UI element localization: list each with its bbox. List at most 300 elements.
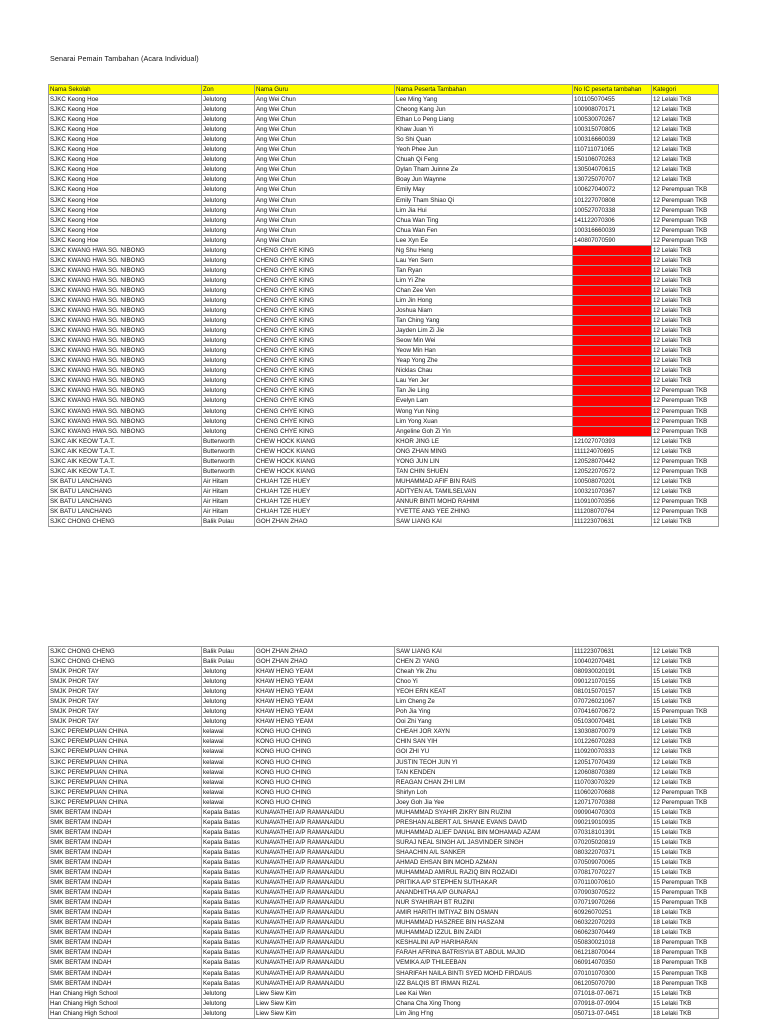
category-cell: 12 Perempuan TKB — [652, 797, 719, 807]
category-cell: 12 Lelaki TKB — [652, 155, 719, 165]
table-row — [49, 95, 719, 105]
teacher-cell: Ang Wei Chun — [255, 205, 395, 215]
school-cell: SJKC KWANG HWA SG. NIBONG — [49, 406, 202, 416]
zone-cell: Butterworth — [202, 436, 255, 446]
category-cell: 12 Lelaki TKB — [652, 125, 719, 135]
table-row — [49, 938, 719, 948]
teacher-cell: Ang Wei Chun — [255, 195, 395, 205]
zone-cell: Jelutong — [202, 376, 255, 386]
category-cell: 12 Lelaki TKB — [652, 135, 719, 145]
zone-cell: Jelutong — [202, 225, 255, 235]
category-cell: 12 Lelaki TKB — [652, 336, 719, 346]
table-row — [49, 827, 719, 837]
zone-cell: Jelutong — [202, 366, 255, 376]
teacher-cell: KONG HUO CHING — [255, 787, 395, 797]
table-row — [49, 145, 719, 155]
zone-cell: Jelutong — [202, 245, 255, 255]
table-row — [49, 747, 719, 757]
participant-cell: Ethan Lo Peng Liang — [395, 115, 573, 125]
ic-number-cell: 120522070572 — [573, 466, 652, 476]
teacher-cell: Ang Wei Chun — [255, 165, 395, 175]
table-row — [49, 366, 719, 376]
school-cell: SJKC KWANG HWA SG. NIBONG — [49, 265, 202, 275]
ic-number-cell: 111208070764 — [573, 506, 652, 516]
category-cell: 12 Perempuan TKB — [652, 426, 719, 436]
ic-number-cell: 071018-07-0671 — [573, 988, 652, 998]
teacher-cell: KUNAVATHEI A/P RAMANAIDU — [255, 958, 395, 968]
table-row — [49, 1008, 719, 1018]
participant-cell: CHEAH JOR XAYN — [395, 727, 573, 737]
ic-number-cell: 130725070707 — [573, 175, 652, 185]
teacher-cell: CHENG CHYE KING — [255, 426, 395, 436]
category-cell: 12 Perempuan TKB — [652, 396, 719, 406]
teacher-cell: KUNAVATHEI A/P RAMANAIDU — [255, 878, 395, 888]
zone-cell: Kepala Batas — [202, 918, 255, 928]
table-row — [49, 416, 719, 426]
category-cell: 12 Lelaki TKB — [652, 95, 719, 105]
school-cell: SJKC AIK KEOW T.A.T. — [49, 446, 202, 456]
ic-number-cell: 141122070306 — [573, 215, 652, 225]
participant-cell: Chua Wan Ting — [395, 215, 573, 225]
school-cell: SJKC CHONG CHENG — [49, 657, 202, 667]
zone-cell: kelawai — [202, 747, 255, 757]
participant-cell: REAGAN CHAN ZHI LIM — [395, 777, 573, 787]
teacher-cell: CHENG CHYE KING — [255, 265, 395, 275]
header-participant: Nama Peserta Tambahan — [395, 85, 573, 95]
teacher-cell: KUNAVATHEI A/P RAMANAIDU — [255, 857, 395, 867]
teacher-cell: GOH ZHAN ZHAO — [255, 647, 395, 657]
zone-cell: Jelutong — [202, 215, 255, 225]
ic-number-cell: 100402070481 — [573, 657, 652, 667]
ic-number-cell: 120528070442 — [573, 456, 652, 466]
category-cell: 12 Lelaki TKB — [652, 647, 719, 657]
category-cell: 15 Lelaki TKB — [652, 807, 719, 817]
participant-cell: Angeline Goh Zi Yin — [395, 426, 573, 436]
table-row — [49, 255, 719, 265]
teacher-cell: KUNAVATHEI A/P RAMANAIDU — [255, 847, 395, 857]
ic-number-cell: 100908070171 — [573, 105, 652, 115]
category-cell: 15 Perempuan TKB — [652, 707, 719, 717]
category-cell: 12 Lelaki TKB — [652, 165, 719, 175]
school-cell: Han Chiang High School — [49, 988, 202, 998]
zone-cell: Kepala Batas — [202, 807, 255, 817]
participant-cell: MUHAMMAD SYAHIR ZIKRY BIN RUZINI — [395, 807, 573, 817]
zone-cell: Jelutong — [202, 235, 255, 245]
teacher-cell: KHAW HENG YEAM — [255, 687, 395, 697]
teacher-cell: Ang Wei Chun — [255, 105, 395, 115]
table-row — [49, 406, 719, 416]
ic-number-cell: 111223070631 — [573, 517, 652, 527]
teacher-cell: KUNAVATHEI A/P RAMANAIDU — [255, 968, 395, 978]
category-cell: 15 Lelaki TKB — [652, 988, 719, 998]
teacher-cell: Ang Wei Chun — [255, 215, 395, 225]
teacher-cell: KUNAVATHEI A/P RAMANAIDU — [255, 978, 395, 988]
school-cell: SJKC PEREMPUAN CHINA — [49, 777, 202, 787]
table-row — [49, 456, 719, 466]
table-row — [49, 125, 719, 135]
zone-cell: Kepala Batas — [202, 888, 255, 898]
table-row — [49, 496, 719, 506]
participant-cell: Lee Kai Wen — [395, 988, 573, 998]
participant-cell: Lee Ming Yang — [395, 95, 573, 105]
school-cell: SMK BERTAM INDAH — [49, 847, 202, 857]
zone-cell: Jelutong — [202, 115, 255, 125]
school-cell: SMK BERTAM INDAH — [49, 817, 202, 827]
participant-cell: FARAH AFRINA BATRISYIA BT ABDUL MAJID — [395, 948, 573, 958]
table-row — [49, 657, 719, 667]
ic-number-cell — [573, 275, 652, 285]
table-row — [49, 737, 719, 747]
table-row — [49, 898, 719, 908]
ic-number-cell: 070101070300 — [573, 968, 652, 978]
participant-cell: SAW LIANG KAI — [395, 647, 573, 657]
participant-cell: MUHAMMAD ALIEF DANIAL BIN MOHAMAD AZAM — [395, 827, 573, 837]
participant-cell: Lim Yi Zhe — [395, 275, 573, 285]
teacher-cell: Ang Wei Chun — [255, 225, 395, 235]
ic-number-cell: 130504070615 — [573, 165, 652, 175]
participant-cell: JUSTIN TEOH JUN YI — [395, 757, 573, 767]
school-cell: SJKC Keong Hoe — [49, 115, 202, 125]
teacher-cell: CHENG CHYE KING — [255, 245, 395, 255]
participant-cell: Dylan Tham Juinne Ze — [395, 165, 573, 175]
zone-cell: Kepala Batas — [202, 928, 255, 938]
participant-cell: Lim Jin Hong — [395, 295, 573, 305]
table-row — [49, 115, 719, 125]
participant-cell: Poh Jia Ying — [395, 707, 573, 717]
table-row — [49, 336, 719, 346]
ic-number-cell: 60926070251 — [573, 908, 652, 918]
zone-cell: Kepala Batas — [202, 878, 255, 888]
ic-number-cell — [573, 255, 652, 265]
category-cell: 12 Perempuan TKB — [652, 506, 719, 516]
table-row — [49, 908, 719, 918]
category-cell: 12 Perempuan TKB — [652, 496, 719, 506]
table-row — [49, 687, 719, 697]
school-cell: SJKC KWANG HWA SG. NIBONG — [49, 245, 202, 255]
ic-number-cell — [573, 336, 652, 346]
category-cell: 12 Lelaki TKB — [652, 767, 719, 777]
document-title: Senarai Pemain Tambahan (Acara Individual) — [50, 54, 199, 63]
ic-number-cell — [573, 346, 652, 356]
table-row — [49, 285, 719, 295]
school-cell: SJKC PEREMPUAN CHINA — [49, 767, 202, 777]
table-row — [49, 506, 719, 516]
participant-cell: KHOR JING LE — [395, 436, 573, 446]
category-cell: 15 Lelaki TKB — [652, 868, 719, 878]
zone-cell: Jelutong — [202, 988, 255, 998]
teacher-cell: CHENG CHYE KING — [255, 356, 395, 366]
zone-cell: kelawai — [202, 757, 255, 767]
ic-number-cell: 070817070227 — [573, 868, 652, 878]
ic-number-cell — [573, 396, 652, 406]
school-cell: SMK BERTAM INDAH — [49, 958, 202, 968]
teacher-cell: KONG HUO CHING — [255, 727, 395, 737]
participant-cell: Tan Jie Ling — [395, 386, 573, 396]
ic-number-cell: 070719070266 — [573, 898, 652, 908]
teacher-cell: Liew Siew Kim — [255, 1008, 395, 1018]
school-cell: SMJK PHOR TAY — [49, 677, 202, 687]
zone-cell: Jelutong — [202, 205, 255, 215]
school-cell: SK BATU LANCHANG — [49, 506, 202, 516]
category-cell: 12 Perempuan TKB — [652, 456, 719, 466]
teacher-cell: CHEW HOCK KIANG — [255, 466, 395, 476]
participant-cell: ANNUR BINTI MOHD RAHIMI — [395, 496, 573, 506]
table-row — [49, 195, 719, 205]
zone-cell: Jelutong — [202, 175, 255, 185]
ic-number-cell: 060914070350 — [573, 958, 652, 968]
table-row — [49, 757, 719, 767]
category-cell: 12 Lelaki TKB — [652, 446, 719, 456]
school-cell: SJKC PEREMPUAN CHINA — [49, 757, 202, 767]
ic-number-cell: 130308070079 — [573, 727, 652, 737]
ic-number-cell: 080322070371 — [573, 847, 652, 857]
zone-cell: Balik Pulau — [202, 517, 255, 527]
participant-cell: Joshua Niam — [395, 306, 573, 316]
teacher-cell: CHENG CHYE KING — [255, 386, 395, 396]
ic-number-cell: 100508070201 — [573, 476, 652, 486]
participant-cell: AMIR HARITH IMTIYAZ BIN OSMAN — [395, 908, 573, 918]
teacher-cell: CHENG CHYE KING — [255, 336, 395, 346]
teacher-cell: Liew Siew Kim — [255, 998, 395, 1008]
zone-cell: Butterworth — [202, 446, 255, 456]
teacher-cell: KUNAVATHEI A/P RAMANAIDU — [255, 827, 395, 837]
participant-cell: ONG ZHAN MING — [395, 446, 573, 456]
ic-number-cell — [573, 356, 652, 366]
category-cell: 12 Perempuan TKB — [652, 185, 719, 195]
ic-number-cell: 110602070688 — [573, 787, 652, 797]
school-cell: SJKC KWANG HWA SG. NIBONG — [49, 306, 202, 316]
participant-cell: SAW LIANG KAI — [395, 517, 573, 527]
school-cell: Han Chiang High School — [49, 998, 202, 1008]
school-cell: SK BATU LANCHANG — [49, 476, 202, 486]
ic-number-cell: 070416070672 — [573, 707, 652, 717]
school-cell: SJKC PEREMPUAN CHINA — [49, 787, 202, 797]
category-cell: 12 Perempuan TKB — [652, 205, 719, 215]
teacher-cell: Ang Wei Chun — [255, 145, 395, 155]
zone-cell: Jelutong — [202, 195, 255, 205]
participant-cell: MUHAMMAD HASZREE BIN HASZANI — [395, 918, 573, 928]
ic-number-cell: 120517070439 — [573, 757, 652, 767]
teacher-cell: KONG HUO CHING — [255, 747, 395, 757]
school-cell: SJKC KWANG HWA SG. NIBONG — [49, 336, 202, 346]
table-row — [49, 787, 719, 797]
category-cell: 12 Lelaki TKB — [652, 105, 719, 115]
school-cell: SJKC Keong Hoe — [49, 215, 202, 225]
zone-cell: Jelutong — [202, 105, 255, 115]
school-cell: SMK BERTAM INDAH — [49, 888, 202, 898]
teacher-cell: CHENG CHYE KING — [255, 376, 395, 386]
table-row — [49, 175, 719, 185]
school-cell: SMK BERTAM INDAH — [49, 868, 202, 878]
ic-number-cell: 110910070356 — [573, 496, 652, 506]
participant-cell: Ooi Zhi Yang — [395, 717, 573, 727]
school-cell: SJKC AIK KEOW T.A.T. — [49, 456, 202, 466]
zone-cell: Air Hitam — [202, 506, 255, 516]
table-row — [49, 346, 719, 356]
category-cell: 12 Lelaki TKB — [652, 366, 719, 376]
teacher-cell: KUNAVATHEI A/P RAMANAIDU — [255, 948, 395, 958]
ic-number-cell: 100316660039 — [573, 225, 652, 235]
ic-number-cell: 101105070455 — [573, 95, 652, 105]
zone-cell: Jelutong — [202, 717, 255, 727]
table-row — [49, 697, 719, 707]
ic-number-cell: 100530070267 — [573, 115, 652, 125]
table-row — [49, 817, 719, 827]
table-row — [49, 356, 719, 366]
ic-number-cell — [573, 245, 652, 255]
teacher-cell: KUNAVATHEI A/P RAMANAIDU — [255, 868, 395, 878]
school-cell: SJKC CHONG CHENG — [49, 517, 202, 527]
school-cell: SMK BERTAM INDAH — [49, 878, 202, 888]
zone-cell: Kepala Batas — [202, 827, 255, 837]
table-row — [49, 868, 719, 878]
ic-number-cell: 060623070449 — [573, 928, 652, 938]
teacher-cell: KUNAVATHEI A/P RAMANAIDU — [255, 888, 395, 898]
school-cell: SK BATU LANCHANG — [49, 486, 202, 496]
category-cell: 18 Perempuan TKB — [652, 938, 719, 948]
ic-number-cell — [573, 376, 652, 386]
table-row — [49, 316, 719, 326]
participant-cell: Chua Wan Fen — [395, 225, 573, 235]
teacher-cell: CHENG CHYE KING — [255, 316, 395, 326]
teacher-cell: CHENG CHYE KING — [255, 275, 395, 285]
zone-cell: Air Hitam — [202, 486, 255, 496]
header-zone: Zon — [202, 85, 255, 95]
category-cell: 12 Lelaki TKB — [652, 265, 719, 275]
participant-cell: SURAJ NEAL SINGH A/L JASVINDER SINGH — [395, 837, 573, 847]
participant-table-block-1 — [48, 84, 719, 527]
teacher-cell: Ang Wei Chun — [255, 175, 395, 185]
category-cell: 12 Lelaki TKB — [652, 476, 719, 486]
teacher-cell: CHENG CHYE KING — [255, 285, 395, 295]
zone-cell: Kepala Batas — [202, 968, 255, 978]
table-row — [49, 918, 719, 928]
teacher-cell: KUNAVATHEI A/P RAMANAIDU — [255, 898, 395, 908]
zone-cell: Jelutong — [202, 697, 255, 707]
zone-cell: Jelutong — [202, 406, 255, 416]
table-row — [49, 245, 719, 255]
table-row — [49, 165, 719, 175]
zone-cell: Kepala Batas — [202, 938, 255, 948]
school-cell: SJKC KWANG HWA SG. NIBONG — [49, 295, 202, 305]
zone-cell: kelawai — [202, 767, 255, 777]
zone-cell: Jelutong — [202, 707, 255, 717]
ic-number-cell: 070903070522 — [573, 888, 652, 898]
teacher-cell: CHENG CHYE KING — [255, 326, 395, 336]
category-cell: 12 Perempuan TKB — [652, 225, 719, 235]
category-cell: 15 Lelaki TKB — [652, 687, 719, 697]
category-cell: 15 Lelaki TKB — [652, 837, 719, 847]
teacher-cell: Ang Wei Chun — [255, 125, 395, 135]
ic-number-cell: 120608070389 — [573, 767, 652, 777]
ic-number-cell: 080930020191 — [573, 667, 652, 677]
category-cell: 15 Perempuan TKB — [652, 898, 719, 908]
school-cell: SJKC KWANG HWA SG. NIBONG — [49, 275, 202, 285]
zone-cell: Jelutong — [202, 155, 255, 165]
school-cell: SMK BERTAM INDAH — [49, 807, 202, 817]
school-cell: SJKC Keong Hoe — [49, 145, 202, 155]
participant-cell: Chana Cha Xing Thong — [395, 998, 573, 1008]
header-school: Nama Sekolah — [49, 85, 202, 95]
teacher-cell: KUNAVATHEI A/P RAMANAIDU — [255, 918, 395, 928]
school-cell: SMK BERTAM INDAH — [49, 908, 202, 918]
table-row — [49, 486, 719, 496]
teacher-cell: KONG HUO CHING — [255, 767, 395, 777]
ic-number-cell: 090904070303 — [573, 807, 652, 817]
zone-cell: Jelutong — [202, 145, 255, 155]
category-cell: 15 Lelaki TKB — [652, 817, 719, 827]
table-row — [49, 225, 719, 235]
teacher-cell: KUNAVATHEI A/P RAMANAIDU — [255, 837, 395, 847]
zone-cell: Jelutong — [202, 667, 255, 677]
category-cell: 15 Lelaki TKB — [652, 847, 719, 857]
teacher-cell: CHENG CHYE KING — [255, 406, 395, 416]
ic-number-cell: 101227070808 — [573, 195, 652, 205]
ic-number-cell — [573, 316, 652, 326]
participant-cell: Wong Yun Ning — [395, 406, 573, 416]
participant-cell: IZZ BALQIS BT IRMAN RIZAL — [395, 978, 573, 988]
school-cell: SMK BERTAM INDAH — [49, 827, 202, 837]
participant-cell: Nicklas Chau — [395, 366, 573, 376]
school-cell: SJKC Keong Hoe — [49, 135, 202, 145]
school-cell: SMK BERTAM INDAH — [49, 918, 202, 928]
school-cell: SJKC PEREMPUAN CHINA — [49, 727, 202, 737]
ic-number-cell: 120717070388 — [573, 797, 652, 807]
zone-cell: Kepala Batas — [202, 908, 255, 918]
category-cell: 18 Lelaki TKB — [652, 918, 719, 928]
participant-cell: Lim Yong Xuan — [395, 416, 573, 426]
ic-number-cell — [573, 306, 652, 316]
zone-cell: Jelutong — [202, 306, 255, 316]
category-cell: 12 Lelaki TKB — [652, 275, 719, 285]
zone-cell: Kepala Batas — [202, 898, 255, 908]
table-row — [49, 948, 719, 958]
ic-number-cell: 110920070333 — [573, 747, 652, 757]
teacher-cell: CHUAH TZE HUEY — [255, 486, 395, 496]
table-row — [49, 105, 719, 115]
category-cell: 15 Lelaki TKB — [652, 827, 719, 837]
category-cell: 12 Perempuan TKB — [652, 406, 719, 416]
participant-cell: CHIN SAN YIH — [395, 737, 573, 747]
category-cell: 18 Lelaki TKB — [652, 928, 719, 938]
zone-cell: Butterworth — [202, 466, 255, 476]
category-cell: 12 Lelaki TKB — [652, 436, 719, 446]
participant-cell: YONG JUN LIN — [395, 456, 573, 466]
category-cell: 12 Perempuan TKB — [652, 466, 719, 476]
participant-cell: Lim Jia Hui — [395, 205, 573, 215]
zone-cell: Jelutong — [202, 95, 255, 105]
table-row — [49, 396, 719, 406]
participant-cell: Khaw Juan Yi — [395, 125, 573, 135]
teacher-cell: CHENG CHYE KING — [255, 366, 395, 376]
ic-number-cell — [573, 386, 652, 396]
participant-cell: GOI ZHI YU — [395, 747, 573, 757]
teacher-cell: KONG HUO CHING — [255, 737, 395, 747]
school-cell: SJKC Keong Hoe — [49, 175, 202, 185]
school-cell: SJKC PEREMPUAN CHINA — [49, 737, 202, 747]
teacher-cell: KHAW HENG YEAM — [255, 707, 395, 717]
school-cell: SMJK PHOR TAY — [49, 687, 202, 697]
participant-cell: Boay Jun Waynne — [395, 175, 573, 185]
participant-cell: YEOH ERN KEAT — [395, 687, 573, 697]
ic-number-cell: 070726021067 — [573, 697, 652, 707]
table-row — [49, 888, 719, 898]
category-cell: 12 Lelaki TKB — [652, 255, 719, 265]
school-cell: SJKC KWANG HWA SG. NIBONG — [49, 366, 202, 376]
table-row — [49, 205, 719, 215]
table-row — [49, 717, 719, 727]
school-cell: SMK BERTAM INDAH — [49, 938, 202, 948]
